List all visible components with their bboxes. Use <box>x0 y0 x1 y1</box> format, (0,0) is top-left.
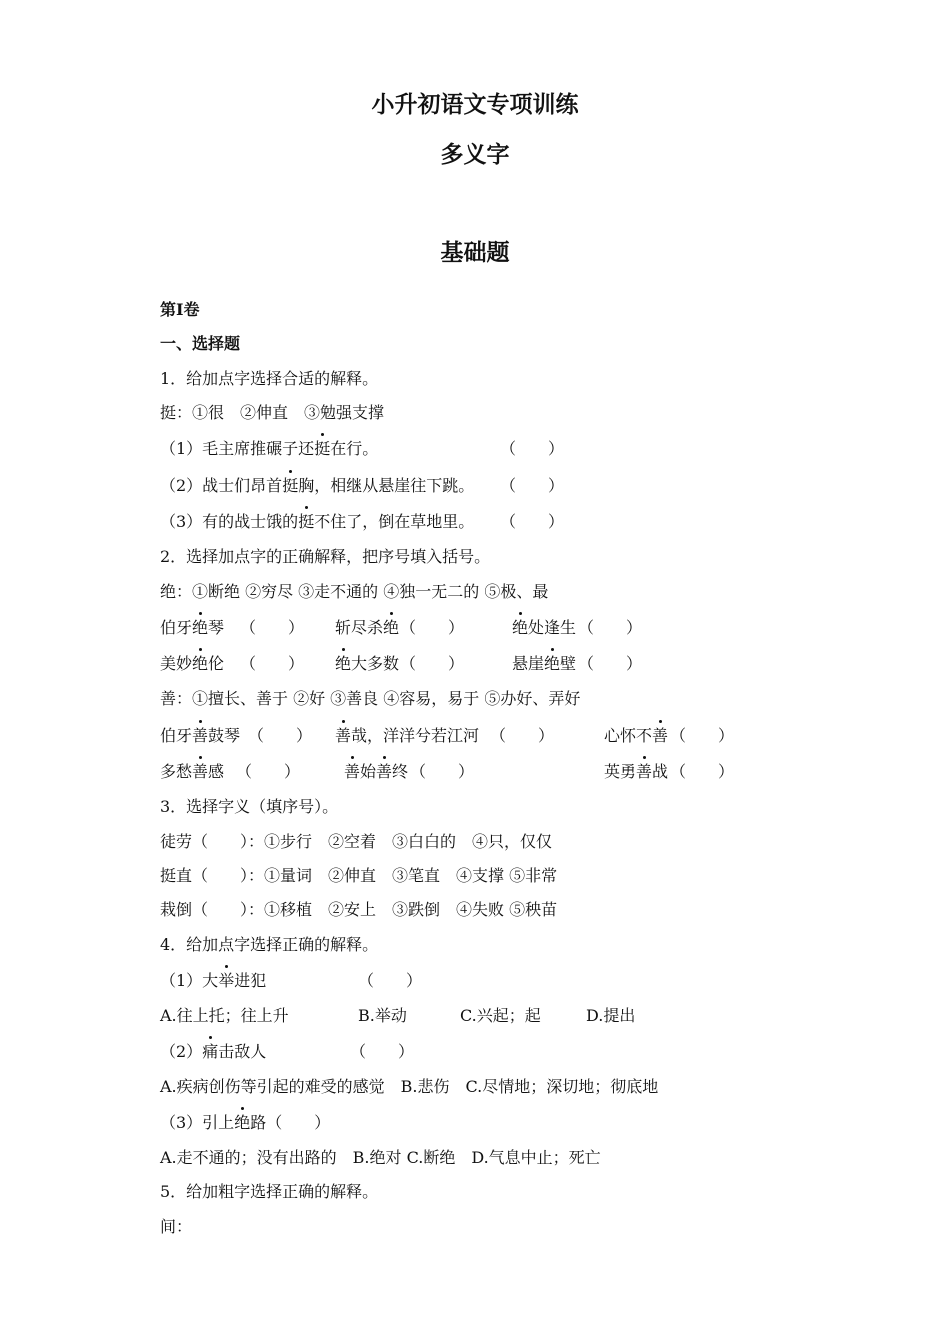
dotted-char: 善 <box>376 762 393 781</box>
answer-blank[interactable]: （ ） <box>500 476 565 495</box>
option-d: D.提出 <box>586 1006 636 1025</box>
answer-blank[interactable]: （ ） <box>670 726 735 745</box>
q3-line-1: 徒劳（ ）：①步行 ②空着 ③白白的 ④只，仅仅 <box>160 832 553 851</box>
q2-row-2: 美妙绝伦 （ ） 绝大多数 （ ） 悬崖绝壁 （ ） <box>160 654 643 673</box>
dotted-char: 绝 <box>192 618 209 637</box>
dotted-char: 举 <box>218 971 235 990</box>
q1-options: 挺：①很 ②伸直 ③勉强支撑 <box>160 403 385 422</box>
q1-stem: 1．给加点字选择合适的解释。 <box>160 369 379 388</box>
dotted-char: 绝 <box>383 618 400 637</box>
dotted-char: 善 <box>636 762 653 781</box>
answer-blank[interactable]: （ ） <box>490 726 555 745</box>
q4-options-2: A.疾病创伤等引起的难受的感觉 B.悲伤 C.尽情地；深切地；彻底地 <box>160 1077 659 1096</box>
volume-label: 第Ⅰ卷 <box>160 300 200 319</box>
answer-blank[interactable]: （ ） <box>266 1113 331 1132</box>
option-b: B.举动 <box>358 1006 407 1025</box>
main-title: 小升初语文专项训练 <box>371 91 579 118</box>
q1-sentence-2: （2）战士们昂首挺胸，相继从悬崖往下跳。 （ ） <box>160 476 565 495</box>
q1-sentence-3: （3）有的战士饿的挺不住了，倒在草地里。 （ ） <box>160 512 565 531</box>
dotted-char: 善 <box>192 762 209 781</box>
q2-row-1: 伯牙绝琴 （ ） 斩尽杀绝 （ ） 绝处逢生 （ ） <box>160 618 643 637</box>
dotted-char: 善 <box>652 726 669 745</box>
answer-blank[interactable]: （ ） <box>500 512 565 531</box>
dotted-char: 绝 <box>234 1113 251 1132</box>
answer-blank[interactable]: （ ） <box>400 654 465 673</box>
q4-options-1 <box>160 1005 680 1027</box>
q2-shan-options: 善：①擅长、善于 ②好 ③善良 ④容易，易于 ⑤办好、弄好 <box>160 689 581 708</box>
q4-stem: 4．给加点字选择正确的解释。 <box>160 935 379 954</box>
q5-stem: 5．给加粗字选择正确的解释。 <box>160 1182 379 1201</box>
section-title: 基础题 <box>440 239 510 266</box>
part-heading: 一、选择题 <box>160 334 241 353</box>
dotted-char: 善 <box>192 726 209 745</box>
answer-blank[interactable]: （ ） <box>240 618 305 637</box>
answer-blank[interactable]: （ ） <box>578 654 643 673</box>
answer-blank[interactable]: （ ） <box>410 762 475 781</box>
dotted-char: 挺 <box>298 512 315 531</box>
answer-blank[interactable]: （ ） <box>400 618 465 637</box>
answer-blank[interactable]: （ ） <box>350 1042 415 1061</box>
dotted-char: 善 <box>335 726 352 745</box>
q4-options-3: A.走不通的；没有出路的 B.绝对 C.断绝 D.气息中止；死亡 <box>160 1148 601 1167</box>
answer-blank[interactable]: （ ） <box>670 762 735 781</box>
option-c: C.兴起；起 <box>460 1006 541 1025</box>
answer-blank[interactable]: （ ） <box>236 762 301 781</box>
option-a: A.往上托；往上升 <box>160 1006 289 1025</box>
dotted-char: 绝 <box>335 654 352 673</box>
answer-blank[interactable]: （ ） <box>240 654 305 673</box>
q2-jue-options: 绝：①断绝 ②穷尽 ③走不通的 ④独一无二的 ⑤极、最 <box>160 582 549 601</box>
q4-sentence-2: （2）痛击敌人 （ ） <box>160 1042 415 1061</box>
q1-sentence-1: （1）毛主席推碾子还挺在行。 （ ） <box>160 439 565 458</box>
answer-blank[interactable]: （ ） <box>358 971 423 990</box>
dotted-char: 绝 <box>512 618 529 637</box>
sub-title: 多义字 <box>440 141 510 168</box>
answer-blank[interactable]: （ ） <box>500 439 565 458</box>
q2-row-3: 伯牙善鼓琴 （ ） 善哉，洋洋兮若江河 （ ） 心怀不善 （ ） <box>160 726 735 745</box>
dotted-char: 善 <box>344 762 361 781</box>
q2-stem: 2．选择加点字的正确解释，把序号填入括号。 <box>160 547 491 566</box>
q3-line-2: 挺直（ ）：①量词 ②伸直 ③笔直 ④支撑 ⑤非常 <box>160 866 558 885</box>
q5-jian-label: 间： <box>160 1217 193 1236</box>
dotted-char: 绝 <box>192 654 209 673</box>
q3-stem: 3．选择字义（填序号）。 <box>160 797 339 816</box>
dotted-char: 痛 <box>202 1042 219 1061</box>
dotted-char: 挺 <box>282 476 299 495</box>
answer-blank[interactable]: （ ） <box>248 726 313 745</box>
answer-blank[interactable]: （ ） <box>578 618 643 637</box>
dotted-char: 绝 <box>544 654 561 673</box>
q4-sentence-3: （3）引上绝路（ ） <box>160 1113 331 1132</box>
q4-sentence-1: （1）大举进犯 （ ） <box>160 971 423 990</box>
q2-row-4: 多愁善感 （ ） 善始善终 （ ） 英勇善战 （ ） <box>160 762 735 781</box>
q3-line-3: 栽倒（ ）：①移植 ②安上 ③跌倒 ④失败 ⑤秧苗 <box>160 900 558 919</box>
dotted-char: 挺 <box>314 439 331 458</box>
